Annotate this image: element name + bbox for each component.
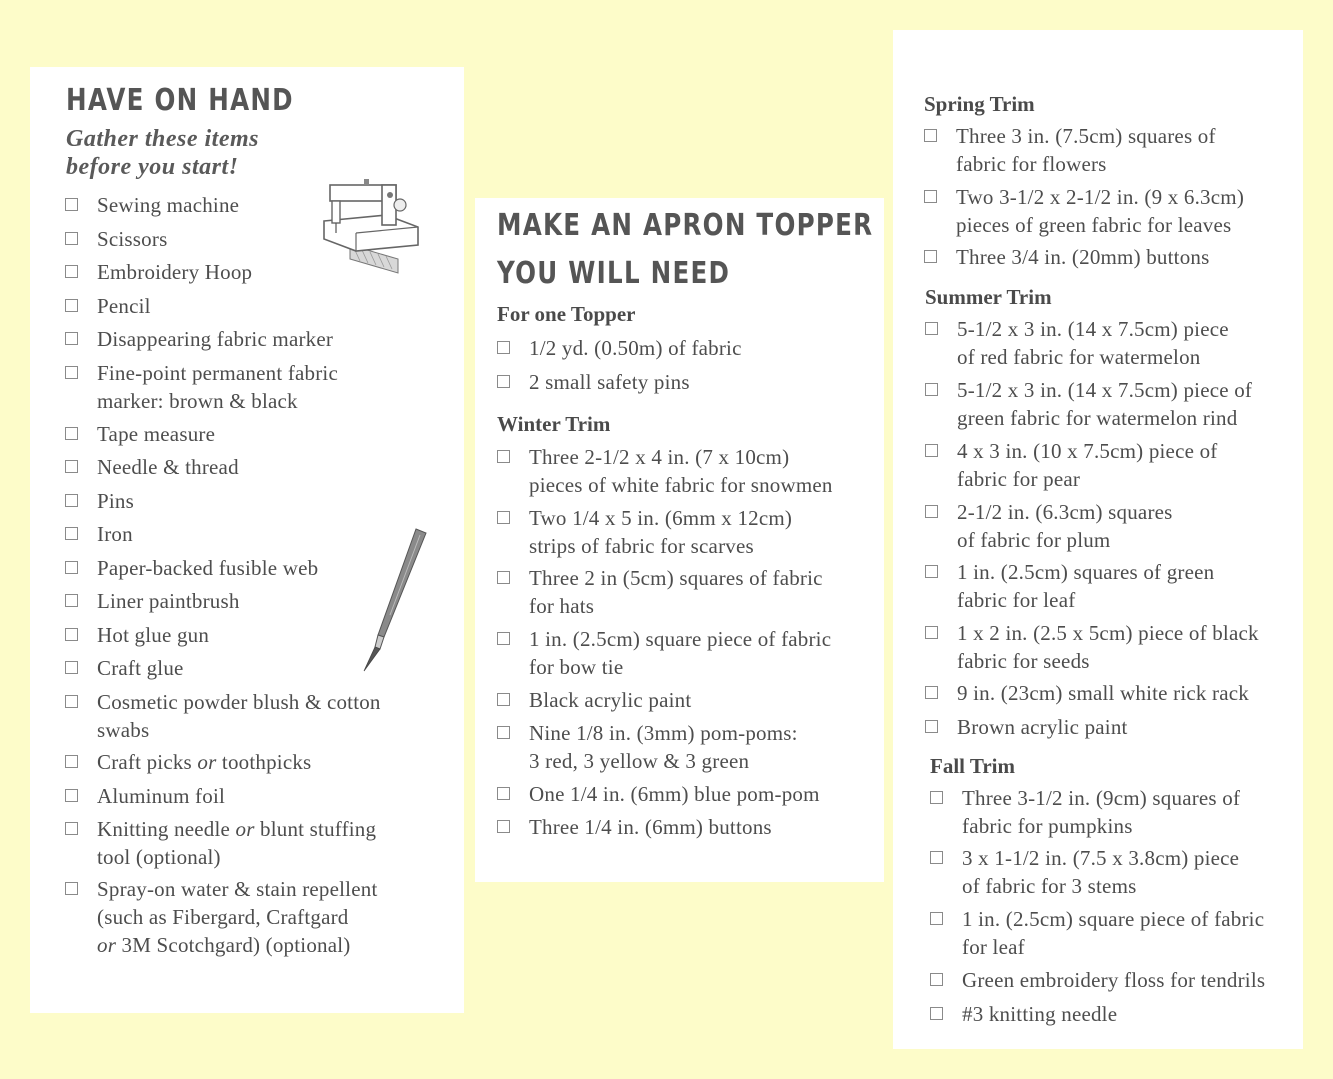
have-on-hand-subtitle: Gather these items before you start! (66, 126, 259, 180)
list-item: Knitting needle or blunt stuffing tool (optional) (65, 815, 376, 871)
checkbox[interactable] (930, 851, 943, 864)
checkbox[interactable] (925, 322, 938, 335)
list-item: 5-1/2 x 3 in. (14 x 7.5cm) piece of red fabric for watermelon (925, 315, 1229, 371)
checkbox[interactable] (497, 693, 510, 706)
list-item: 5-1/2 x 3 in. (14 x 7.5cm) piece of green fabric for watermelon rind (925, 376, 1252, 432)
list-item: Two 3-1/2 x 2-1/2 in. (9 x 6.3cm) pieces of green fabric for leaves (924, 183, 1244, 239)
checkbox[interactable] (925, 505, 938, 518)
you-will-need-title: YOU WILL NEED (497, 256, 731, 291)
section-heading-spring-trim: Spring Trim (924, 92, 1035, 116)
list-item: 2 small safety pins (497, 368, 690, 396)
list-item: Pins (65, 487, 134, 515)
checkbox[interactable] (65, 265, 78, 278)
section-heading-winter-trim: Winter Trim (497, 412, 611, 436)
list-item: Disappearing fabric marker (65, 325, 333, 353)
checkbox[interactable] (930, 973, 943, 986)
section-heading-fall-trim: Fall Trim (930, 754, 1015, 778)
checkbox[interactable] (497, 632, 510, 645)
checkbox[interactable] (925, 383, 938, 396)
checkbox[interactable] (65, 366, 78, 379)
sewing-machine-illustration (320, 175, 424, 279)
paintbrush-illustration (350, 525, 430, 675)
checkbox[interactable] (65, 460, 78, 473)
checkbox[interactable] (925, 686, 938, 699)
list-item: 1/2 yd. (0.50m) of fabric (497, 334, 742, 362)
checkbox[interactable] (497, 375, 510, 388)
list-item: 2-1/2 in. (6.3cm) squares of fabric for plum (925, 498, 1173, 554)
checkbox[interactable] (925, 565, 938, 578)
section-heading-summer-trim: Summer Trim (925, 285, 1052, 309)
checkbox[interactable] (65, 789, 78, 802)
list-item: Craft picks or toothpicks (65, 748, 311, 776)
checkbox[interactable] (65, 527, 78, 540)
list-item: One 1/4 in. (6mm) blue pom-pom (497, 780, 820, 808)
checkbox[interactable] (497, 571, 510, 584)
list-item: Green embroidery floss for tendrils (930, 966, 1265, 994)
list-item: Three 2-1/2 x 4 in. (7 x 10cm) pieces of white fabric for snowmen (497, 443, 833, 499)
list-item: Embroidery Hoop (65, 258, 252, 286)
list-item: 1 in. (2.5cm) square piece of fabric for leaf (930, 905, 1264, 961)
list-item: Three 3-1/2 in. (9cm) squares of fabric for pumpkins (930, 784, 1240, 840)
checkbox[interactable] (924, 250, 937, 263)
list-item: 3 x 1-1/2 in. (7.5 x 3.8cm) piece of fabric for 3 stems (930, 844, 1239, 900)
checkbox[interactable] (497, 511, 510, 524)
checkbox[interactable] (497, 450, 510, 463)
checkbox[interactable] (65, 882, 78, 895)
checkbox[interactable] (930, 912, 943, 925)
list-item: #3 knitting needle (930, 1000, 1117, 1028)
checkbox[interactable] (65, 299, 78, 312)
list-item: Craft glue (65, 654, 184, 682)
checkbox[interactable] (65, 427, 78, 440)
checkbox[interactable] (930, 791, 943, 804)
checkbox[interactable] (497, 820, 510, 833)
list-item: 9 in. (23cm) small white rick rack (925, 679, 1249, 707)
list-item: Brown acrylic paint (925, 713, 1128, 741)
list-item: Three 1/4 in. (6mm) buttons (497, 813, 772, 841)
checkbox[interactable] (65, 494, 78, 507)
checkbox[interactable] (65, 661, 78, 674)
list-item: Scissors (65, 225, 167, 253)
checkbox[interactable] (65, 232, 78, 245)
list-item: 1 in. (2.5cm) square piece of fabric for bow tie (497, 625, 831, 681)
list-item: Tape measure (65, 420, 215, 448)
checkbox[interactable] (65, 561, 78, 574)
list-item: Aluminum foil (65, 782, 225, 810)
list-item: Cosmetic powder blush & cotton swabs (65, 688, 381, 744)
list-item: Pencil (65, 292, 151, 320)
checkbox[interactable] (497, 726, 510, 739)
seasonal-trims-panel (893, 30, 1303, 1049)
have-on-hand-title: HAVE ON HAND (66, 83, 294, 118)
checkbox[interactable] (65, 822, 78, 835)
list-item: Two 1/4 x 5 in. (6mm x 12cm) strips of fabric for scarves (497, 504, 792, 560)
apron-topper-panel (475, 198, 884, 882)
checkbox[interactable] (497, 787, 510, 800)
checkbox[interactable] (65, 594, 78, 607)
list-item: 4 x 3 in. (10 x 7.5cm) piece of fabric for pear (925, 437, 1217, 493)
list-item: Needle & thread (65, 453, 239, 481)
list-item: 1 in. (2.5cm) squares of green fabric for leaf (925, 558, 1214, 614)
have-on-hand-panel (30, 67, 464, 1013)
list-item: Iron (65, 520, 133, 548)
checkbox[interactable] (65, 695, 78, 708)
list-item: Hot glue gun (65, 621, 209, 649)
list-item: Nine 1/8 in. (3mm) pom-poms: 3 red, 3 yellow & 3 green (497, 719, 798, 775)
list-item: Spray-on water & stain repellent (such as Fibergard, Craftgard or 3M Scotchgard) (optional) (65, 875, 377, 959)
section-heading-one-topper: For one Topper (497, 302, 636, 326)
list-item: Sewing machine (65, 191, 239, 219)
list-item: Three 3 in. (7.5cm) squares of fabric for flowers (924, 122, 1216, 178)
checkbox[interactable] (924, 190, 937, 203)
checkbox[interactable] (497, 341, 510, 354)
checkbox[interactable] (65, 332, 78, 345)
apron-topper-title: MAKE AN APRON TOPPER (497, 208, 874, 243)
checkbox[interactable] (65, 198, 78, 211)
list-item: Liner paintbrush (65, 587, 240, 615)
checkbox[interactable] (925, 626, 938, 639)
checkbox[interactable] (925, 720, 938, 733)
list-item: 1 x 2 in. (2.5 x 5cm) piece of black fabric for seeds (925, 619, 1259, 675)
list-item: Fine-point permanent fabric marker: brown & black (65, 359, 338, 415)
list-item: Three 3/4 in. (20mm) buttons (924, 243, 1209, 271)
checkbox[interactable] (925, 444, 938, 457)
list-item: Black acrylic paint (497, 686, 691, 714)
list-item: Paper-backed fusible web (65, 554, 318, 582)
list-item: Three 2 in (5cm) squares of fabric for hats (497, 564, 823, 620)
checkbox[interactable] (65, 628, 78, 641)
checkbox[interactable] (930, 1007, 943, 1020)
checkbox[interactable] (65, 755, 78, 768)
checkbox[interactable] (924, 129, 937, 142)
